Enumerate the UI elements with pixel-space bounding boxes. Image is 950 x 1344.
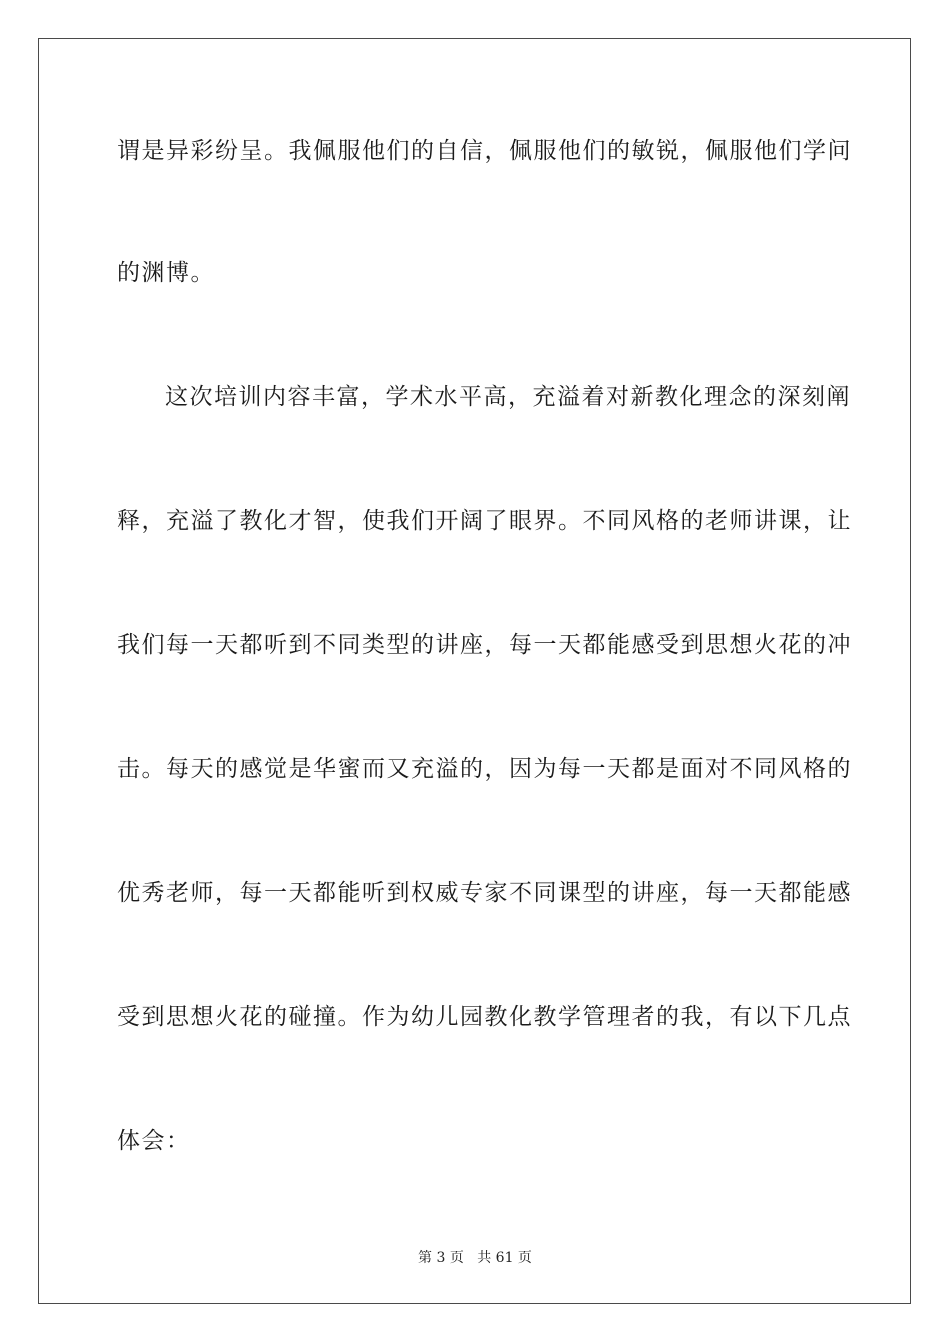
- text-line-3: 这次培训内容丰富，学术水平高，充溢着对新教化理念的深刻阐: [165, 384, 851, 410]
- page-number: 第 3 页: [418, 1250, 464, 1266]
- text-line-7: 优秀老师，每一天都能听到权威专家不同课型的讲座，每一天都能感: [117, 880, 852, 906]
- text-line-2: 的渊博。: [117, 260, 215, 286]
- text-line-8: 受到思想火花的碰撞。作为幼儿园教化教学管理者的我，有以下几点: [117, 1004, 852, 1030]
- text-line-6: 击。每天的感觉是华蜜而又充溢的，因为每一天都是面对不同风格的: [117, 756, 852, 782]
- text-line-9: 体会：: [117, 1128, 191, 1154]
- total-pages: 共 61 页: [477, 1250, 532, 1266]
- page-border: [38, 38, 911, 1304]
- text-line-4: 释，充溢了教化才智，使我们开阔了眼界。不同风格的老师讲课，让: [117, 508, 852, 534]
- text-line-5: 我们每一天都听到不同类型的讲座，每一天都能感受到思想火花的冲: [117, 632, 852, 658]
- text-line-1: 谓是异彩纷呈。我佩服他们的自信，佩服他们的敏锐，佩服他们学问: [117, 138, 852, 164]
- page-footer: [0, 1247, 950, 1267]
